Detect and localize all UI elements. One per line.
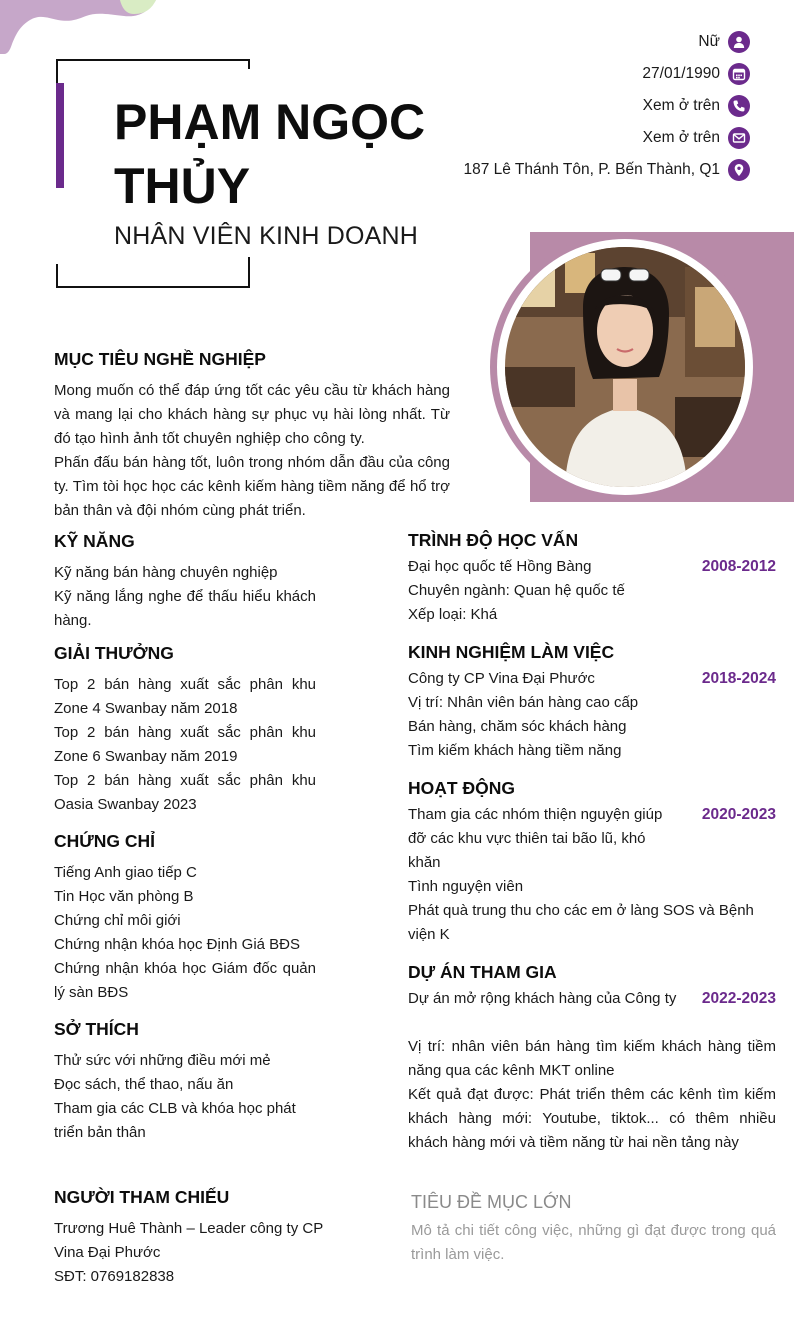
objective-line: Phấn đấu bán hàng tốt, luôn trong nhóm dẫn đầu của công ty. Tìm tòi học học các kênh kiếm hàng tiềm năng để hổ trợ bản thân và đội nhóm cùng phát triển.: [54, 454, 450, 519]
certificate-item: Tiếng Anh giao tiếp C: [54, 864, 197, 881]
activity-item-first: Tham gia các nhóm thiện nguyện giúp đỡ các khu vực thiên tai bão lũ, khó khăn: [408, 806, 663, 871]
contact-text: 187 Lê Thánh Tôn, P. Bến Thành, Q1: [463, 161, 720, 178]
education-title: TRÌNH ĐỘ HỌC VẤN: [408, 530, 579, 550]
activity-item: Phát quà trung thu cho các em ở làng SOS và Bệnh viện K: [408, 902, 754, 943]
email-icon: [728, 127, 750, 149]
education-item: Chuyên ngành: Quan hệ quốc tế: [408, 582, 625, 599]
full-name: PHẠM NGỌC THỦY: [114, 94, 426, 214]
projects-year: 2022-2023: [701, 990, 776, 1007]
hobby-item: Đọc sách, thể thao, nấu ăn: [54, 1076, 234, 1093]
certificate-item: Chứng nhận khóa học Giám đốc quản lý sàn BĐS: [54, 960, 316, 1001]
job-title: NHÂN VIÊN KINH DOANH: [114, 222, 419, 250]
contact-phone: [330, 93, 750, 119]
objective-line: Mong muốn có thể đáp ứng tốt các yêu cầu từ khách hàng và mang lại cho khách hàng sự phục vụ hài lòng nhất. Từ đó tạo hình ảnh tốt chuyên nghiệp cho công ty.: [54, 382, 450, 447]
award-item: Top 2 bán hàng xuất sắc phân khu Zone 6 Swanbay năm 2019: [54, 724, 316, 765]
awards-title: GIẢI THƯỞNG: [54, 643, 174, 663]
activities-year: 2020-2023: [701, 806, 776, 823]
contact-text: Xem ở trên: [642, 97, 720, 114]
profile-photo: [505, 247, 745, 487]
contact-text: 27/01/1990: [642, 65, 720, 82]
education-year: 2008-2012: [701, 558, 776, 575]
certificate-item: Chứng nhận khóa học Định Giá BĐS: [54, 936, 301, 953]
award-item: Top 2 bán hàng xuất sắc phân khu Oasia Swanbay 2023: [54, 772, 316, 813]
contact-birthday: [330, 61, 750, 87]
skill-item: Kỹ năng bán hàng chuyên nghiệp: [54, 564, 278, 581]
experience-item: Vị trí: Nhân viên bán hàng cao cấp: [408, 694, 639, 711]
projects-title: DỰ ÁN THAM GIA: [408, 962, 557, 982]
projects-list: [408, 1035, 776, 1155]
corner-blob-decoration: [0, 0, 160, 58]
references-list: [54, 1217, 324, 1289]
objective-title: MỤC TIÊU NGHỀ NGHIỆP: [54, 349, 266, 369]
reference-item: Trương Huê Thành – Leader công ty CP Vina Đại Phước: [54, 1220, 323, 1261]
experience-item: Tìm kiếm khách hàng tiềm năng: [408, 742, 622, 759]
experience-list: [408, 667, 688, 763]
certificate-item: Chứng chỉ môi giới: [54, 912, 181, 929]
activities-list: [408, 875, 776, 947]
calendar-icon: [728, 63, 750, 85]
contact-gender: [330, 29, 750, 55]
skills-title: KỸ NĂNG: [54, 531, 135, 551]
project-item: Vị trí: nhân viên bán hàng tìm kiếm khách hàng tiềm năng qua các kênh MKT online: [408, 1038, 776, 1079]
contact-text: Xem ở trên: [642, 129, 720, 146]
phone-icon: [728, 95, 750, 117]
experience-title: KINH NGHIỆM LÀM VIỆC: [408, 642, 615, 662]
contact-text: Nữ: [698, 33, 720, 50]
certificates-list: [54, 861, 316, 1005]
reference-item: SĐT: 0769182838: [54, 1268, 175, 1285]
experience-item: Công ty CP Vina Đại Phước: [408, 670, 595, 687]
person-icon: [728, 31, 750, 53]
skills-list: [54, 561, 316, 633]
skill-item: Kỹ năng lắng nghe để thấu hiểu khách hàng.: [54, 588, 316, 629]
education-item: Đại học quốc tế Hồng Bàng: [408, 558, 592, 575]
placeholder-section-text: Mô tả chi tiết công việc, những gì đạt được trong quá trình làm việc.: [411, 1222, 776, 1263]
references-title: NGƯỜI THAM CHIẾU: [54, 1187, 230, 1207]
experience-year: 2018-2024: [701, 670, 776, 687]
contact-address: [330, 157, 750, 183]
hobbies-title: SỞ THÍCH: [54, 1019, 139, 1039]
hobby-item: Thử sức với những điều mới mẻ: [54, 1052, 271, 1069]
hobbies-list: [54, 1049, 316, 1145]
awards-list: [54, 673, 316, 817]
award-item: Top 2 bán hàng xuất sắc phân khu Zone 4 Swanbay năm 2018: [54, 676, 316, 717]
location-pin-icon: [728, 159, 750, 181]
activities-title: HOẠT ĐỘNG: [408, 778, 515, 798]
project-item-first: Dự án mở rộng khách hàng của Công ty: [408, 990, 677, 1007]
certificates-title: CHỨNG CHỈ: [54, 831, 156, 851]
accent-bar: [56, 83, 64, 188]
experience-item: Bán hàng, chăm sóc khách hàng: [408, 718, 627, 735]
hobby-item: Tham gia các CLB và khóa học phát triển bản thân: [54, 1100, 296, 1141]
activity-item: Tình nguyện viên: [408, 878, 524, 895]
certificate-item: Tin Học văn phòng B: [54, 888, 194, 905]
education-item: Xếp loại: Khá: [408, 606, 498, 623]
education-list: [408, 555, 688, 627]
project-item: Kết quả đạt được: Phát triển thêm các kênh tìm kiếm khách hàng mới: Youtube, tiktok... có thêm nhiều khách hàng mới và tiềm năng từ hai nền tảng này: [408, 1086, 776, 1151]
objective-text: [54, 379, 450, 523]
placeholder-section-title: TIÊU ĐỀ MỤC LỚN: [411, 1192, 572, 1212]
contact-email: [330, 125, 750, 151]
